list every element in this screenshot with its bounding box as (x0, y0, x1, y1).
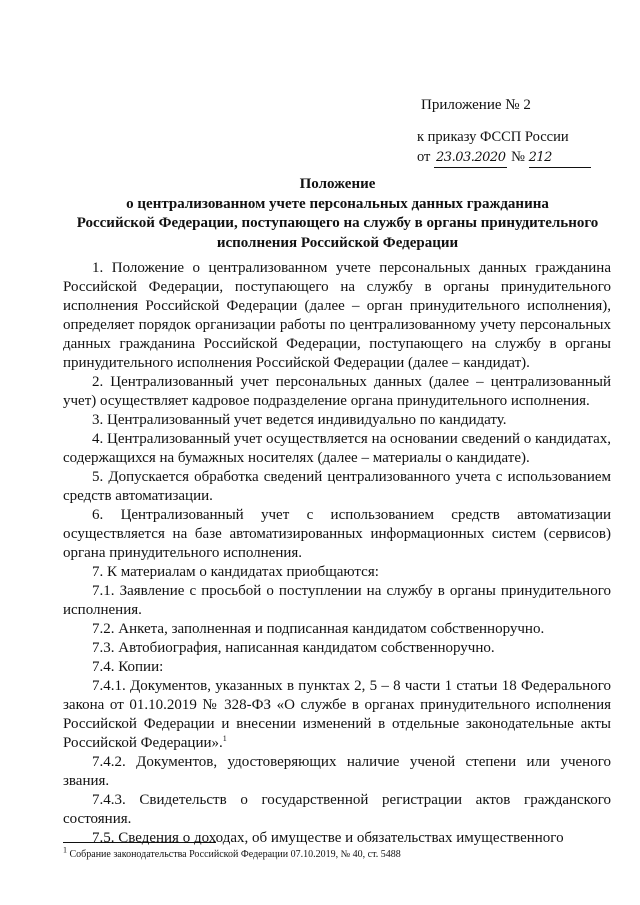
order-date: 23.03.2020 (434, 148, 507, 168)
order-reference (417, 128, 591, 168)
title-line: о централизованном учете персональных данных гражданина (126, 195, 549, 212)
paragraph-text: 7.4.1. Документов, указанных в пунктах 2, 5 – 8 части 1 статьи 18 Федерального закона от 01.10.2019 № 328-ФЗ «О службе в органах принудительного исполнения Российской Федерации и внесении изменений в отдельные законодательные акты Российской Федерации». (63, 678, 611, 751)
footnote-marker: 1 (222, 734, 227, 743)
footnote-text: Собрание законодательства Российской Федерации 07.10.2019, № 40, ст. 5488 (69, 849, 401, 860)
order-number: 212 (529, 148, 591, 168)
paragraph: 7. К материалам о кандидатах приобщаются: (92, 564, 379, 580)
paragraph: 3. Централизованный учет ведется индивидуально по кандидату. (92, 412, 507, 428)
document-body (63, 259, 611, 848)
paragraph: 7.4.2. Документов, удостоверяющих наличие ученой степени или ученого звания. (63, 754, 611, 789)
paragraph: 4. Централизованный учет осуществляется на основании сведений о кандидатах, содержащихся на бумажных носителях (далее – материалы о кандидате). (63, 431, 611, 466)
order-number-label: № (511, 149, 525, 165)
paragraph: 7.1. Заявление с просьбой о поступлении на службу в органы принудительного исполнения. (63, 583, 611, 618)
title-line: исполнения Российской Федерации (216, 234, 459, 251)
paragraph: 7.4.3. Свидетельств о государственной регистрации актов гражданского состояния. (63, 792, 611, 827)
footnote-divider (63, 842, 216, 843)
order-line: к приказу ФССП России (417, 129, 569, 145)
footnote-marker: 1 (63, 845, 67, 855)
paragraph: 7.3. Автобиография, написанная кандидатом собственноручно. (92, 640, 495, 656)
paragraph: 7.2. Анкета, заполненная и подписанная кандидатом собственноручно. (92, 621, 545, 637)
order-date-line (417, 148, 591, 168)
title-line: Положение (299, 176, 376, 192)
paragraph-with-footnote (63, 677, 611, 753)
paragraph: 7.4. Копии: (92, 659, 164, 675)
paragraph: 2. Централизованный учет персональных данных (далее – централизованный учет) осуществляет кадровое подразделение органа принудительного исполнения. (63, 374, 611, 409)
paragraph: 7.5. Сведения о доходах, об имуществе и обязательствах имущественного (92, 830, 564, 846)
title-line: Российской Федерации, поступающего на службу в органы принудительного (76, 215, 599, 231)
document-title (50, 175, 625, 253)
appendix-label: Приложение № 2 (421, 97, 531, 113)
paragraph: 5. Допускается обработка сведений централизованного учета с использованием средств автоматизации. (63, 469, 611, 504)
order-from-label: от (417, 149, 431, 165)
footnote (63, 845, 401, 861)
paragraph: 6. Централизованный учет с использованием средств автоматизации осуществляется на базе автоматизированных информационных систем (сервисов) органа принудительного исполнения. (63, 507, 611, 561)
paragraph: 1. Положение о централизованном учете персональных данных гражданина Российской Федерации, поступающего на службу в органы принудительного исполнения Российской Федерации (далее – орган принудительного исполнения), определяет порядок организации работы по централизованному учету персональных данных гражданина Российской Федерации, поступающего на службу в органы принудительного исполнения Российской Федерации (далее – кандидат). (63, 260, 611, 371)
